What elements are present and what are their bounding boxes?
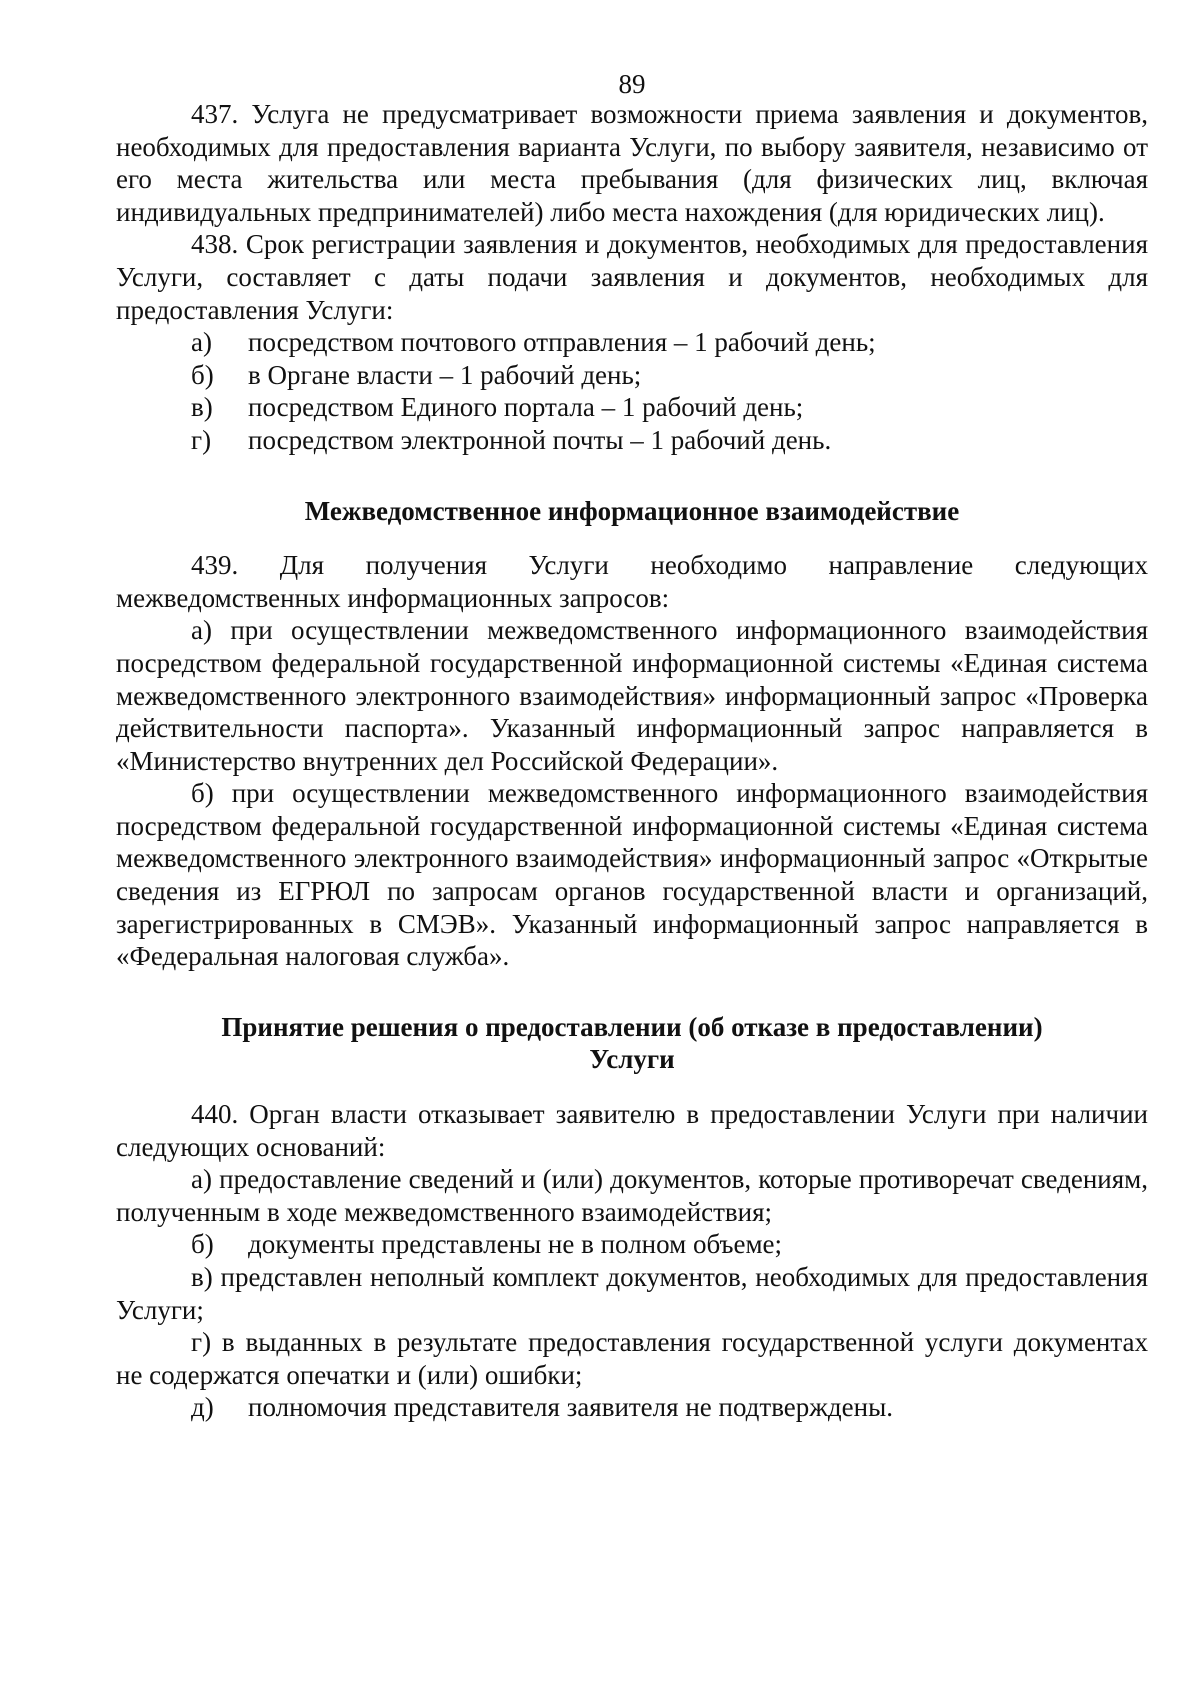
list-text: полномочия представителя заявителя не подтверждены. [248,1392,893,1423]
list-item [191,1391,1148,1424]
list-item [191,326,1148,359]
list-item [191,1228,1148,1261]
paragraph-440: 440. Орган власти отказывает заявителю в предоставлении Услуги при наличии следующих оснований: [116,1099,1148,1162]
list-text: посредством почтового отправления – 1 рабочий день; [248,327,876,358]
paragraph-439: 439. Для получения Услуги необходимо направление следующих межведомственных информационных запросов: [116,550,1148,613]
section-heading-decision-line2: Услуги [589,1044,675,1075]
paragraph-439-b: б) при осуществлении межведомственного информационного взаимодействия посредством федеральной государственной информационной системы «Единая система межведомственного электронного взаимодействия» информационный запрос «Открытые сведения из ЕГРЮЛ по запросам органов государственной власти и организаций, зарегистрированных в СМЭВ». Указанный информационный запрос направляется в «Федеральная налоговая служба». [116,778,1148,972]
paragraph-437: 437. Услуга не предусматривает возможности приема заявления и документов, необходимых для предоставления варианта Услуги, по выбору заявителя, независимо от его места жительства или места пребывания (для физических лиц, включая индивидуальных предпринимателей) либо места нахождения (для юридических лиц). [116,99,1148,227]
paragraph-440-d: г) в выданных в результате предоставления государственной услуги документах не содержатся опечатки и (или) ошибки; [116,1327,1148,1390]
list-text: в Органе власти – 1 рабочий день; [248,359,642,390]
paragraph-439-a: а) при осуществлении межведомственного информационного взаимодействия посредством федеральной государственной информационной системы «Единая система межведомственного электронного взаимодействия» информационный запрос «Проверка действительности паспорта». Указанный информационный запрос направляется в «Министерство внутренних дел Российской Федерации». [116,615,1148,776]
list-text: посредством электронной почты – 1 рабочий день. [248,424,832,455]
list-marker: в) [191,392,213,423]
document-page [116,66,1148,1424]
list-text: посредством Единого портала – 1 рабочий день; [248,392,804,423]
list-marker: д) [191,1392,214,1423]
list-marker: б) [191,359,214,390]
list-text: документы представлены не в полном объеме; [248,1229,783,1260]
paragraph-440-a: а) предоставление сведений и (или) документов, которые противоречат сведениям, полученным в ходе межведомственного взаимодействия; [116,1164,1148,1227]
list-item [191,424,1148,457]
page-number: 89 [618,69,646,99]
list-item [191,391,1148,424]
list-marker: г) [191,424,212,455]
section-heading-interagency: Межведомственное информационное взаимодействие [304,495,960,526]
list-marker: а) [191,327,212,358]
paragraph-438: 438. Срок регистрации заявления и документов, необходимых для предоставления Услуги, составляет с даты подачи заявления и документов, необходимых для предоставления Услуги: [116,229,1148,325]
list-marker: б) [191,1229,214,1260]
list-item [191,359,1148,392]
section-heading-decision: Принятие решения о предоставлении (об отказе в предоставлении) [221,1011,1043,1042]
paragraph-440-c: в) представлен неполный комплект документов, необходимых для предоставления Услуги; [116,1262,1148,1325]
